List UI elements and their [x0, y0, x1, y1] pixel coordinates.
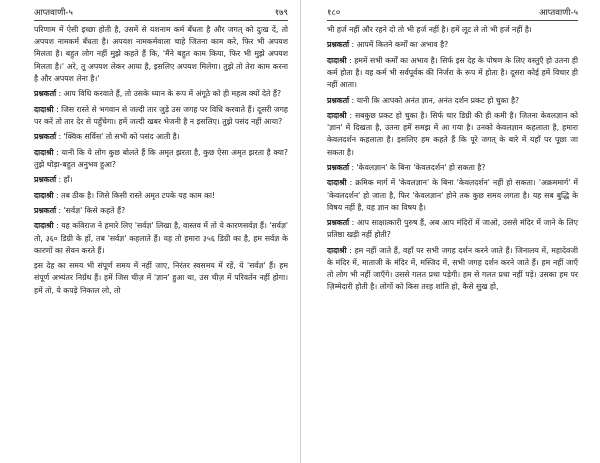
paragraph-text: : आप विधि करवाते हैं, तो उसके ध्यान के रूप में अंगूठे को ही महत्व क्यों देते हैं? — [56, 89, 282, 99]
left-page-header — [34, 6, 288, 21]
paragraph-text: : यानी कि ये लोग कुछ बोलते हैं कि अमृत झरता है, कुछ ऐसा अमृत झरता है क्या? तुझे थोड़ा-बहुत अनुभव हुआ? — [34, 147, 288, 169]
paragraph-text: : क्रमिक मार्ग में 'केवलज्ञान' के बिना 'केवलदर्शन' नहीं हो सकता। 'अक्रममार्ग' में 'केवलदर्शन' हो जाता है, फिर 'केवलज्ञान' होने तक कुछ समय लगता है। यह सब बुद्धि के विषय नहीं है, यह ज्ञान का विषय है। — [327, 178, 578, 212]
paragraph — [34, 104, 288, 128]
speaker-label: प्रश्नकर्ता — [34, 89, 57, 99]
paragraph — [327, 55, 578, 92]
speaker-label: दादाश्री — [34, 221, 54, 231]
paragraph — [34, 260, 288, 297]
paragraph — [34, 88, 288, 100]
paragraph — [327, 245, 578, 294]
right-page-header — [327, 6, 578, 21]
paragraph-text: इस देह का समय भी संपूर्ण समय में नहीं जाए, निरंतर स्वसमय में रहें, ये 'सर्वज्ञ' हैं। हम संपूर्ण अभ्यंतर निर्ग्रंथ हैं। हमें जिस चीज़ में 'ज्ञान' हुआ था, उस चीज़ में परिवर्तन नहीं होगा। हमें तो, ये कपड़े निकाल लो, तो — [34, 261, 288, 295]
paragraph — [327, 217, 578, 241]
left-header-title: आप्तवाणी-५ — [34, 8, 73, 18]
paragraph — [34, 147, 288, 171]
paragraph-text: : आप साक्षात्कारी पुरुष हैं, अब आप मंदिरों में जाओ, उससे मंदिर में जाने के लिए प्रतिष्ठा खड़ी नहीं होती? — [327, 218, 578, 240]
speaker-label: दादाश्री — [327, 178, 347, 188]
right-header-title: आप्तवाणी-५ — [539, 8, 578, 18]
paragraph — [327, 24, 578, 36]
paragraph-text: : 'सर्वज्ञ' किसे कहते हैं? — [56, 205, 126, 215]
paragraph — [34, 131, 288, 143]
speaker-label: दादाश्री — [34, 147, 54, 157]
speaker-label: दादाश्री — [327, 55, 347, 65]
speaker-label: प्रश्नकर्ता — [327, 40, 350, 50]
paragraph-text: : हाँ। — [56, 175, 73, 185]
paragraph-text: : हम नहीं जाते हैं, वहाँ पर सभी जगह दर्शन करने जाते हैं। जिनालय में, महादेवजी के मंदिर में, माताजी के मंदिर में, मस्जिद में, सभी जगह दर्शन करने जाते हैं। हम नहीं जाएँ तो लोग भी नहीं जाएँगे। उससे गलत प्रथा पड़ेगी। हम से गलत प्रथा नहीं पड़े। उसका हम पर ज़िम्मेदारी होती है। लोगों को किस तरह शांति हो, कैसे सुख हो, — [327, 245, 578, 292]
speaker-label: प्रश्नकर्ता — [34, 205, 57, 215]
paragraph-text: : यानी कि आपको अनंत ज्ञान, अनंत दर्शन प्रकट हो चुका है? — [349, 95, 520, 105]
paragraph-text: : जिस रास्ते से भगवान से जल्दी तार जुड़े उस जगह पर विधि करवाते हैं। दूसरी जगह पर करें तो तार देर से पहुँचेगा। हमें जल्दी खबर भेजनी है न इसलिए। तुझे पसंद नहीं आया? — [34, 104, 288, 126]
paragraph-text: : हममें सभी कर्मों का अभाव है। सिर्फ इस देह के पोषण के लिए वस्तुएँ हो उतना ही कर्म होता है। वह कर्म भी सर्वपूर्वक की निर्जरा के रूप में होता है। दूसरा कोई हमें विचार ही नहीं आता। — [327, 55, 578, 90]
paragraph-text: : सबकुछ प्रकट हो चुका है। सिर्फ चार डिग्री की ही कमी है। जितना केवलज्ञान को 'ज्ञान' में दिखता है, उतना हमें समझ में आ गया है। उनको केवलज्ञान कहलाता है, हमारा केवलदर्शन कहलाता है। इसलिए हम कहते हैं कि पूरे जगत् के बारे में यहाँ पर पूछा जा सकता है। — [327, 110, 578, 157]
paragraph-text: परिणाम में ऐसी इच्छा होती है, उसमें से यशनाम कर्म बँधता है और जगत् को दुःख दें, तो अपयश नामकर्म बँधता है। अपयश नामकर्मवाला चाहे जितना काम करे, फिर भी अपयश मिलता है। बहुत लोग नहीं मुझे कहते हैं कि, 'मैंने बहुत काम किया, फिर भी मुझे अपयश मिलता है।' अरे, तू अपयश लेकर आया है, इसलिए अपयश मिलेगा। तुझे तो तेरा काम करना है और अपयश लेना है।' — [34, 25, 288, 83]
paragraph — [34, 190, 288, 202]
speaker-label: प्रश्नकर्ता — [34, 132, 57, 142]
paragraph — [327, 39, 578, 51]
speaker-label: प्रश्नकर्ता — [34, 175, 57, 185]
speaker-label: दादाश्री — [34, 190, 54, 200]
paragraph-text: : 'क्विक सर्विस' तो सभी को पसंद आती है। — [56, 132, 180, 142]
speaker-label: प्रश्नकर्ता — [327, 218, 350, 228]
speaker-label: दादाश्री — [34, 104, 54, 114]
speaker-label: दादाश्री — [327, 245, 347, 255]
left-page-number: १७९ — [274, 8, 288, 18]
left-page-body — [34, 24, 288, 297]
speaker-label: प्रश्नकर्ता — [327, 95, 350, 105]
paragraph — [327, 95, 578, 107]
right-page — [300, 0, 600, 463]
speaker-label: प्रश्नकर्ता — [327, 162, 350, 172]
paragraph-text: : आपमें कितने कर्मों का अभाव है? — [349, 40, 449, 50]
paragraph — [34, 220, 288, 257]
paragraph — [327, 110, 578, 159]
paragraph-text: : 'केवलज्ञान' के बिना 'केवलदर्शन' हो सकता है? — [349, 162, 486, 172]
speaker-label: दादाश्री — [327, 110, 347, 120]
paragraph-text: : तब ठीक है। जिसे किसी रास्ते अमृत टपके यह काम का! — [53, 190, 216, 200]
paragraph — [34, 174, 288, 186]
right-page-body — [327, 24, 578, 294]
paragraph — [327, 177, 578, 214]
right-page-number: १८० — [327, 8, 341, 18]
paragraph-text: : यह कविराज ने हमारे लिए 'सर्वज्ञ' लिखा है, वास्तव में तो ये कारणसर्वज्ञ हैं। 'सर्वज्ञ' तो, ३६० डिग्री के हों, तब 'सर्वज्ञ' कहलाते हैं। यह तो हमारा ३५६ डिग्री का है, हम सर्वज्ञ के कारणों का सेवन करते हैं। — [34, 221, 288, 255]
paragraph-text: भी हर्ज नहीं और रहने दो तो भी हर्ज नहीं है। हमें लूट ले तो भी हर्ज नहीं है। — [327, 25, 532, 34]
paragraph — [34, 24, 288, 85]
paragraph — [327, 162, 578, 174]
paragraph — [34, 205, 288, 217]
